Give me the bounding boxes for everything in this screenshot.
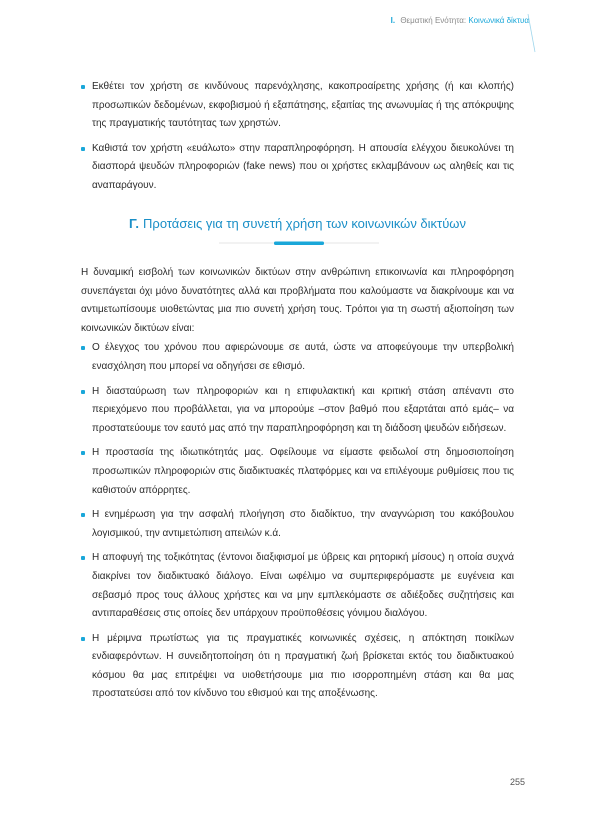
unit-number: I. xyxy=(390,16,396,25)
list-item-text: Καθιστά τον χρήστη «ευάλωτο» στην παραπληροφόρηση. Η απουσία ελέγχου διευκολύνει τη διασπορά ψευδών πληροφοριών (fake news) που οι χρήστες εκλαμβάνουν ως αληθείς και τις αναπαράγουν. xyxy=(92,142,514,191)
list-item-text: Η αποφυγή της τοξικότητας (έντονοι διαξιφισμοί με ύβρεις και ρητορική μίσους) η οποία συχνά διακρίνει τον διαδικτυακό διάλογο. Είναι ωφέλιμο να συμπεριφερόμαστε με ευγένεια και σεβασμό προς τους άλλους χρήστες και να μην εμπλεκόμαστε σε αδιέξοδες συζητήσεις και αντιπαραθέσεις στις οποίες δεν υπάρχουν προϋποθέσεις γόνιμου διαλόγου. xyxy=(92,552,514,620)
bullet-icon xyxy=(81,556,85,560)
bullet-icon xyxy=(81,346,85,350)
bullet-icon xyxy=(81,85,85,89)
list-item xyxy=(81,630,514,704)
bullet-icon xyxy=(81,451,85,455)
section-underline xyxy=(219,241,379,247)
list-item xyxy=(81,339,514,376)
main-block xyxy=(81,264,514,710)
list-item-text: Η προστασία της ιδιωτικότητάς μας. Οφείλουμε να είμαστε φειδωλοί στη δημοσιοποίηση προσωπικών πληροφοριών στις διαδικτυακές πλατφόρμες και να επιλέγουμε ρυθμίσεις που τις καθιστούν απόρρητες. xyxy=(92,447,514,496)
list-item-text: Ο έλεγχος του χρόνου που αφιερώνουμε σε αυτά, ώστε να αποφεύγουμε την υπερβολική ενασχόληση που μπορεί να οδηγήσει σε εθισμό. xyxy=(92,342,514,372)
list-item xyxy=(81,383,514,439)
list-item xyxy=(81,78,514,134)
section-heading xyxy=(81,216,514,231)
list-item xyxy=(81,444,514,500)
bullet-icon xyxy=(81,147,85,151)
recommendation-list xyxy=(81,339,514,704)
bullet-icon xyxy=(81,513,85,517)
top-bullet-list xyxy=(81,78,514,196)
top-bullet-block xyxy=(81,78,514,202)
list-item xyxy=(81,506,514,543)
section-title: Προτάσεις για τη συνετή χρήση των κοινωνικών δικτύων xyxy=(143,216,466,231)
bullet-icon xyxy=(81,637,85,641)
list-item-text: Η μέριμνα πρωτίστως για τις πραγματικές κοινωνικές σχέσεις, η απόκτηση ποικίλων ενδιαφερόντων. Η συνειδητοποίηση ότι η πραγματική ζωή βρίσκεται εκτός του διαδικτυακού κόσμου θα μας επιτρέψει να υιοθετήσουμε μια πιο ισορροπημένη στάση και θα μας προστατεύσει από τον κίνδυνο του εθισμού και της αποξένωσης. xyxy=(92,632,514,700)
header-corner-line xyxy=(527,14,537,54)
list-item-text: Εκθέτει τον χρήστη σε κινδύνους παρενόχλησης, κακοπροαίρετης χρήσης (ή και κλοπής) προσωπικών δεδομένων, εκφοβισμού ή εξαπάτησης, εξαιτίας της ανωνυμίας ή της απόκρυψης της πραγματικής ταυτότητας των χρηστών. xyxy=(92,81,514,130)
intro-paragraph: Η δυναμική εισβολή των κοινωνικών δικτύων στην ανθρώπινη επικοινωνία και πληροφόρηση συνεπάγεται όχι μόνο δυνατότητες αλλά και προβλήματα που καλούμαστε να διακρίνουμε και να αντιμετωπίσουμε υιοθετώντας μια πιο συνετή χρήση τους. Τρόποι για τη σωστή αξιοποίηση των κοινωνικών δικτύων είναι: xyxy=(81,267,514,334)
running-header xyxy=(391,16,529,25)
page-number: 255 xyxy=(509,777,525,787)
list-item-text: Η ενημέρωση για την ασφαλή πλοήγηση στο διαδίκτυο, την αναγνώριση του κακόβουλου λογισμικού, την αντιμετώπιση απειλών κ.ά. xyxy=(92,509,514,539)
bullet-icon xyxy=(81,390,85,394)
section-letter: Γ. xyxy=(129,216,140,231)
list-item xyxy=(81,549,514,623)
unit-label: Θεματική Ενότητα: xyxy=(400,16,467,25)
list-item-text: Η διασταύρωση των πληροφοριών και η επιφυλακτική και κριτική στάση απέναντι στο περιεχόμενο που προβάλλεται, για να μπορούμε –στον βαθμό που εξαρτάται από εμάς– να προστατεύουμε τον εαυτό μας από την παραπληροφόρηση και τη διάδοση ψευδών ειδήσεων. xyxy=(92,385,514,434)
list-item xyxy=(81,140,514,196)
unit-topic: Κοινωνικά δίκτυα xyxy=(468,16,529,25)
